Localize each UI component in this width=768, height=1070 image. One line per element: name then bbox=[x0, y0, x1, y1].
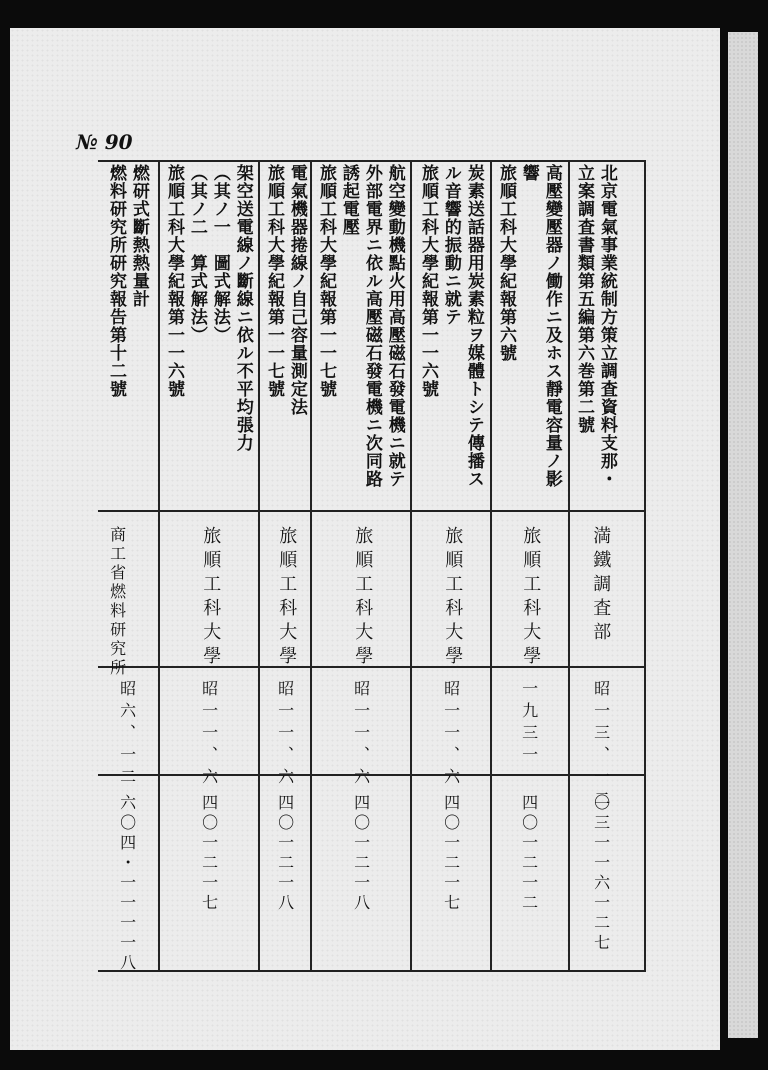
title-line: 架空送電線ノ斷線ニ依ル不平均張力 bbox=[232, 164, 253, 452]
title-line: 旅順工科大學紀報第六號 bbox=[495, 164, 516, 362]
page-number: № 90 bbox=[76, 130, 133, 154]
entry-date: 昭一一、六 bbox=[275, 680, 295, 790]
row-divider bbox=[410, 160, 412, 972]
entry-title bbox=[162, 164, 254, 452]
title-line: 燃研式斷熱熱量計 bbox=[128, 164, 149, 308]
entry-title bbox=[572, 164, 618, 488]
entry-date: 昭六、一二 bbox=[117, 680, 137, 790]
entry-code: 四〇一二一七 bbox=[199, 794, 219, 914]
title-line: （其ノ一 圖式解法） bbox=[209, 164, 230, 344]
row-divider bbox=[310, 160, 312, 972]
entry-code: 六〇四・一一一一八 bbox=[117, 794, 137, 974]
entry-code: 〇三一一六一二七 bbox=[591, 794, 611, 954]
entry-date: 昭一一、六 bbox=[441, 680, 461, 790]
entry-date: 昭一一、六 bbox=[351, 680, 371, 790]
entry-org: 旅順工科大學 bbox=[352, 526, 374, 670]
entry-code: 四〇一二一二 bbox=[519, 794, 539, 914]
title-line: 外部電界ニ依ル高壓磁石發電機ニ次同路 bbox=[361, 164, 382, 488]
row-divider bbox=[568, 160, 570, 972]
title-line: 旅順工科大學紀報第一一六號 bbox=[417, 164, 438, 398]
entry-org: 満鐵調査部 bbox=[590, 526, 612, 646]
title-line: 旅順工科大學紀報第一一七號 bbox=[263, 164, 284, 398]
title-line: 燃料研究所研究報告第十二號 bbox=[105, 164, 126, 398]
entry-code: 四〇一二一八 bbox=[351, 794, 371, 914]
title-line: 立案調査書類第五編第六巻第二號 bbox=[573, 164, 594, 434]
entry-org: 旅順工科大學 bbox=[520, 526, 542, 670]
entry-date: 昭一三、一二 bbox=[591, 680, 611, 812]
title-line: 航空變動機點火用高壓磁石發電機ニ就テ bbox=[384, 164, 405, 488]
entry-title bbox=[314, 164, 406, 488]
row-divider bbox=[490, 160, 492, 972]
title-line: 電氣機器捲線ノ自己容量測定法 bbox=[286, 164, 307, 416]
row-divider bbox=[644, 160, 646, 972]
entry-org: 商工省燃料研究所 bbox=[107, 526, 127, 678]
entry-code: 四〇一二一七 bbox=[441, 794, 461, 914]
title-line: 炭素送話器用炭素粒ヲ媒體トシテ傳播ス bbox=[463, 164, 484, 488]
title-line: 北京電氣事業統制方策立調査資料支那・ bbox=[596, 164, 617, 488]
adjacent-page-edge bbox=[728, 32, 758, 1038]
title-line: （其ノ二 算式解法） bbox=[186, 164, 207, 344]
entry-org: 旅順工科大學 bbox=[442, 526, 464, 670]
row-divider bbox=[258, 160, 260, 972]
entry-date: 昭一一、六 bbox=[199, 680, 219, 790]
row-divider bbox=[158, 160, 160, 972]
date-code-divider bbox=[98, 774, 646, 776]
entry-title bbox=[262, 164, 308, 416]
title-line: 響 bbox=[518, 164, 539, 182]
title-org-divider bbox=[98, 510, 646, 512]
title-line: 誘起電壓 bbox=[338, 164, 359, 236]
title-line: 旅順工科大學紀報第一一六號 bbox=[163, 164, 184, 398]
entry-title bbox=[416, 164, 485, 488]
entry-title bbox=[104, 164, 150, 398]
entry-date: 一九三一 bbox=[519, 680, 539, 768]
title-line: 旅順工科大學紀報第一一七號 bbox=[315, 164, 336, 398]
entry-org: 旅順工科大學 bbox=[200, 526, 222, 670]
catalog-table bbox=[98, 160, 646, 980]
entry-code: 四〇一二一八 bbox=[275, 794, 295, 914]
table-bottom-rule bbox=[98, 970, 646, 972]
entry-org: 旅順工科大學 bbox=[276, 526, 298, 670]
title-line: ル音響的振動ニ就テ bbox=[440, 164, 461, 326]
table-top-rule bbox=[98, 160, 646, 162]
entry-title bbox=[494, 164, 563, 488]
title-line: 高壓變壓器ノ働作ニ及ホス靜電容量ノ影 bbox=[541, 164, 562, 488]
